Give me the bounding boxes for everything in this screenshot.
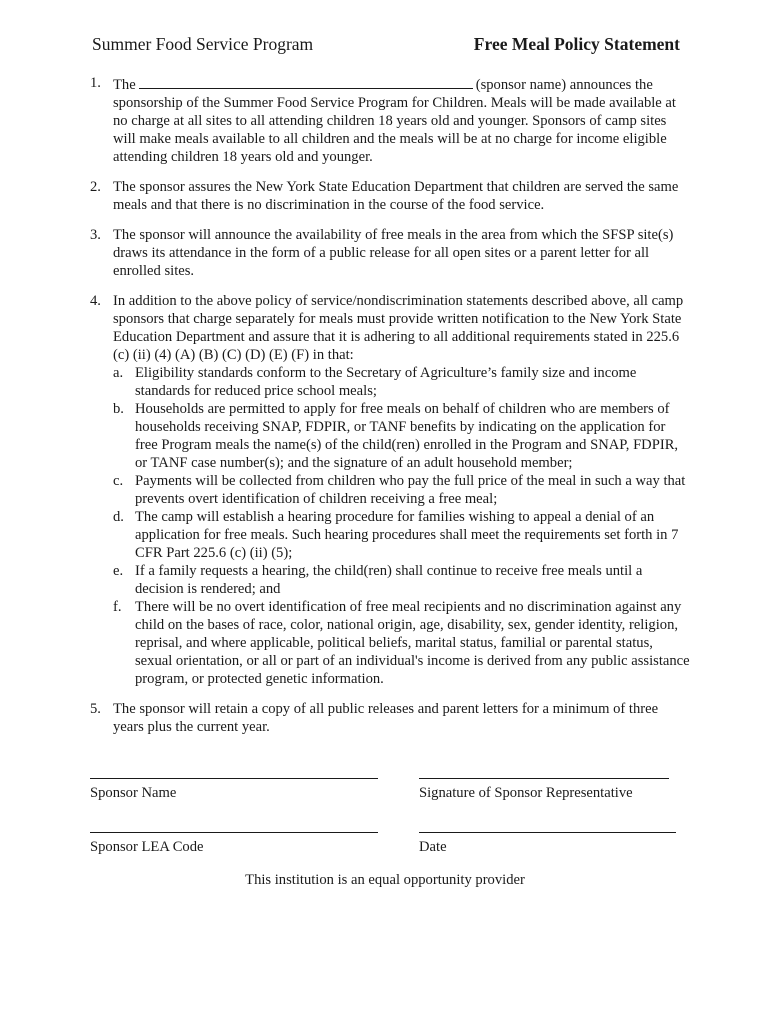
sub-text: There will be no overt identification of free meal recipients and no discrimination against any child on the bases of race, color, national origin, age, disability, sex, gender identity, religion, reprisal, and where applicable, political beliefs, marital status, familial or parental status, sexual orientation, or all or part of an individual's income is derived from any public assistance program, or protected genetic information.: [135, 599, 690, 687]
item-text: The sponsor will retain a copy of all public releases and parent letters for a minimum of three years plus the current year.: [113, 701, 659, 735]
sponsor-signature-label: Signature of Sponsor Representative: [419, 785, 633, 801]
date-field[interactable]: [419, 832, 676, 856]
item-number: 1.: [90, 75, 101, 91]
sub-text: Households are permitted to apply for free meals on behalf of children who are members of households receiving SNAP, FDPIR, or TANF benefits by indicating on the application for free Program meals the name(s) of the child(ren) enrolled in the Program and SNAP, FDPIR, or TANF case number(s); and the signature of an adult household member;: [135, 401, 679, 471]
requirement-a: [113, 364, 690, 400]
document-title: Free Meal Policy Statement: [473, 34, 680, 54]
policy-item-3: [90, 226, 690, 280]
date-label: Date: [419, 839, 447, 855]
item-number: 3.: [90, 227, 101, 243]
sponsor-name-blank[interactable]: [139, 74, 473, 89]
requirement-c: [113, 472, 690, 508]
sub-letter: e.: [113, 563, 124, 579]
signature-line[interactable]: [90, 778, 378, 779]
sub-text: Payments will be collected from children who pay the full price of the meal in such a way that prevents overt identification of children receiving a free meal;: [135, 473, 686, 507]
item-text: In addition to the above policy of service/nondiscrimination statements described above, all camp sponsors that charge separately for meals must provide written notification to the New York State Education Department and assure that it is adhering to all additional requirements stated in 225.6 (c) (ii) (4) (A) (B) (C) (D) (E) (F) in that:: [113, 293, 684, 363]
program-title: Summer Food Service Program: [92, 34, 314, 54]
sub-text: Eligibility standards conform to the Secretary of Agriculture’s family size and income standards for reduced price school meals;: [135, 365, 637, 399]
policy-item-1: [90, 74, 690, 166]
sponsor-signature-field[interactable]: [419, 778, 669, 802]
item-text: (sponsor name) announces the sponsorship of the Summer Food Service Program for Children. Meals will be made available at no charge at all sites to all attending children 18 years old and younger. Sponsors of camp sites will make meals available to all children and the meals will be at no charge for income eligible attending children 18 years old and younger.: [113, 77, 676, 165]
policy-item-2: [90, 178, 690, 214]
policy-body: [90, 74, 690, 748]
sub-letter: a.: [113, 365, 124, 381]
sub-letter: d.: [113, 509, 124, 525]
signature-line[interactable]: [419, 832, 676, 833]
requirement-f: [113, 598, 690, 688]
signature-line[interactable]: [419, 778, 669, 779]
requirement-b: [113, 400, 690, 472]
item-number: 2.: [90, 179, 101, 195]
equal-opportunity-statement: This institution is an equal opportunity provider: [245, 872, 525, 888]
policy-item-5: [90, 700, 690, 736]
sub-text: The camp will establish a hearing procedure for families wishing to appeal a denial of an application for free meals. Such hearing procedures shall meet the requirements set forth in 7 CFR Part 225.6 (c) (ii) (5);: [135, 509, 679, 561]
item-text: The sponsor assures the New York State Education Department that children are served the same meals and that there is no discrimination in the course of the food service.: [113, 179, 679, 213]
sub-letter: f.: [113, 599, 122, 615]
policy-item-4: [90, 292, 690, 688]
signature-line[interactable]: [90, 832, 378, 833]
requirement-e: [113, 562, 690, 598]
item-prefix: The: [113, 77, 136, 93]
sponsor-name-label: Sponsor Name: [90, 785, 177, 801]
item-number: 5.: [90, 701, 101, 717]
lea-code-label: Sponsor LEA Code: [90, 839, 204, 855]
item-text: The sponsor will announce the availability of free meals in the area from which the SFSP site(s) draws its attendance in the form of a public release for all open sites or a parent letter for all enrolled sites.: [113, 227, 674, 279]
sub-text: If a family requests a hearing, the child(ren) shall continue to receive free meals until a decision is rendered; and: [135, 563, 643, 597]
sub-letter: b.: [113, 401, 124, 417]
sub-letter: c.: [113, 473, 124, 489]
requirement-d: [113, 508, 690, 562]
requirements-list: [113, 364, 690, 688]
sponsor-name-field[interactable]: [90, 778, 378, 802]
lea-code-field[interactable]: [90, 832, 378, 856]
item-number: 4.: [90, 293, 101, 309]
page-header: [92, 34, 680, 58]
